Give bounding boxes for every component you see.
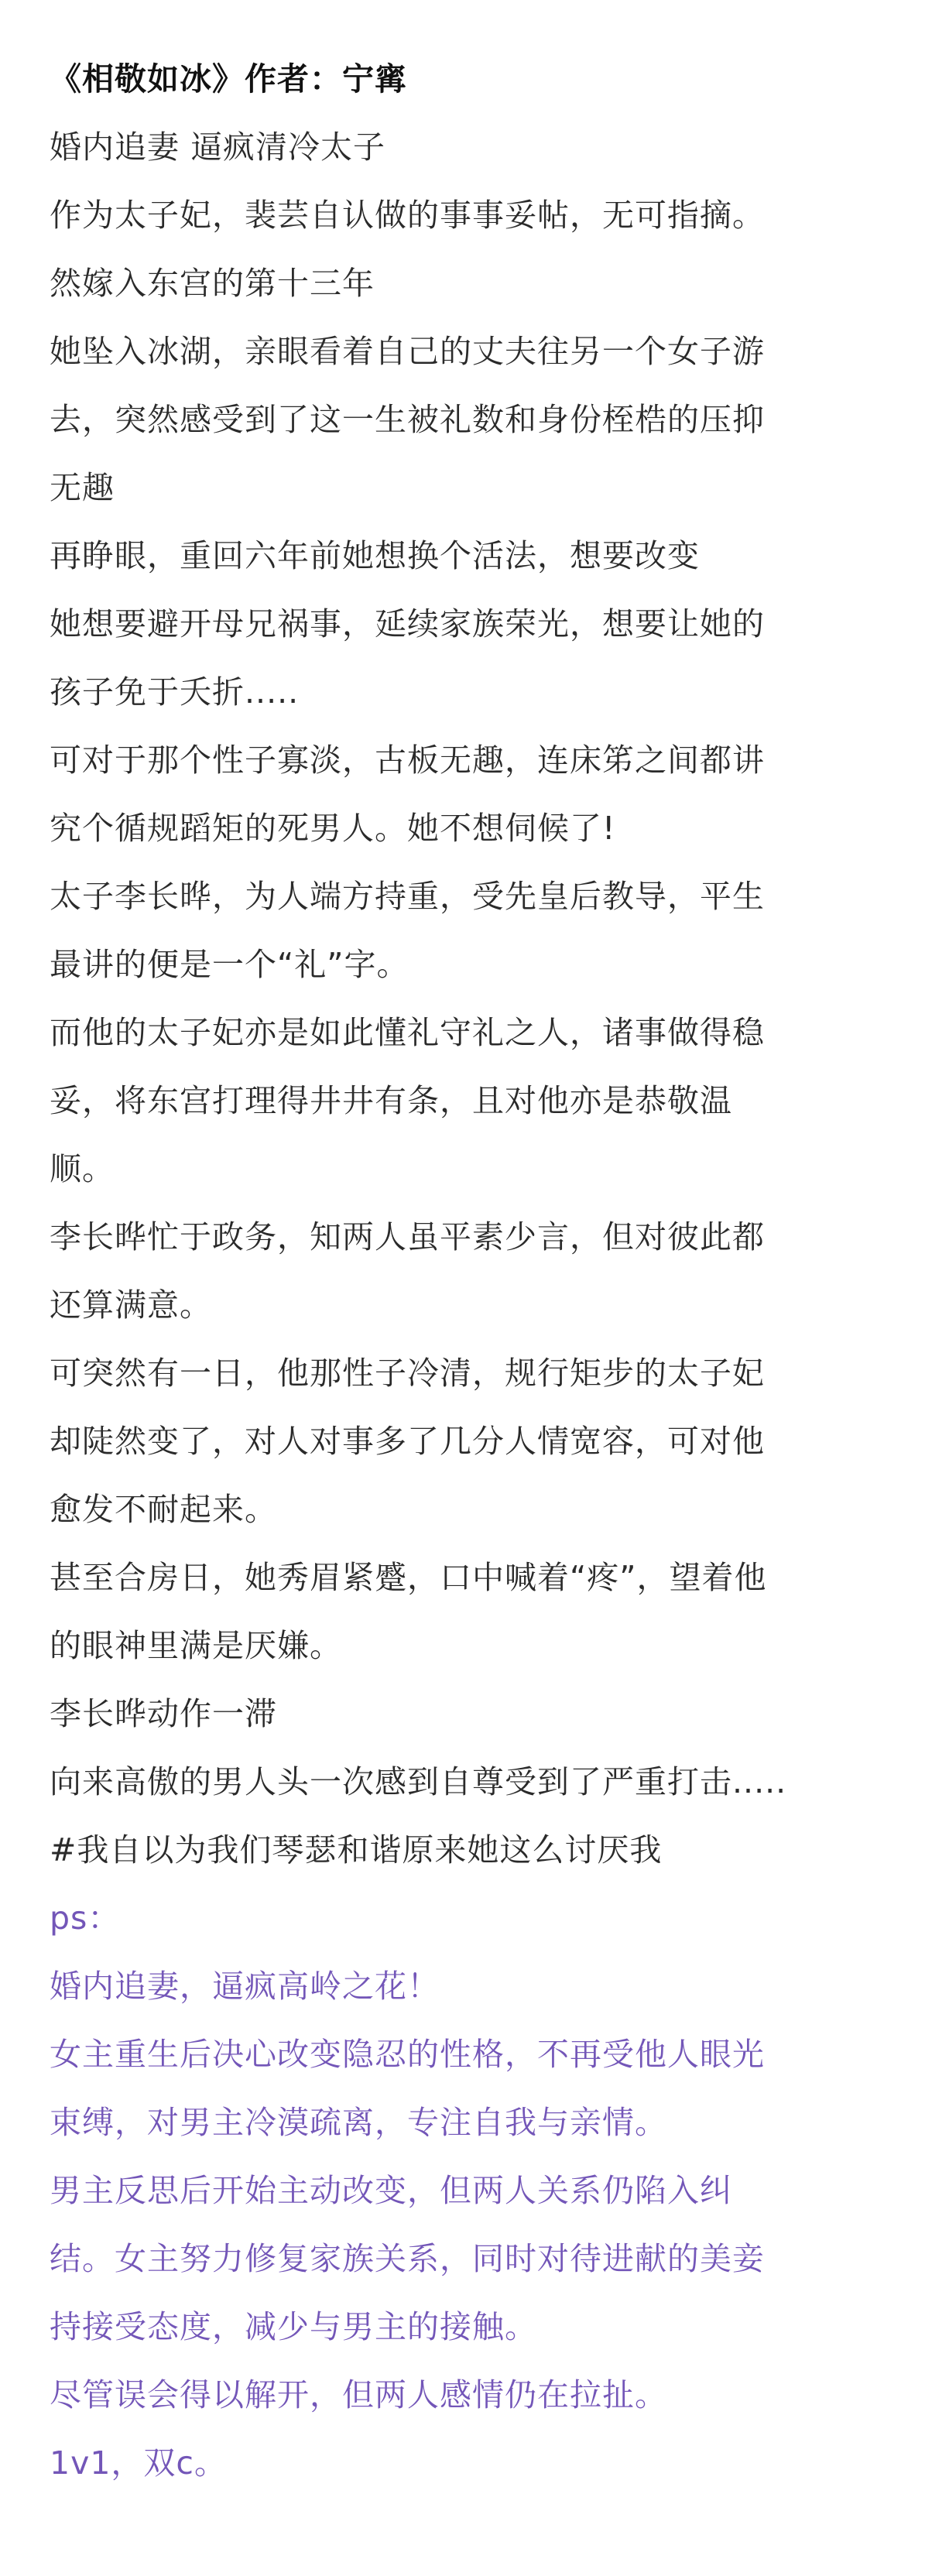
synopsis-line: 顺。 [50, 1150, 115, 1187]
ps-line: 束缚，对男主冷漠疏离，专注自我与亲情。 [50, 2104, 667, 2141]
ps-line: 持接受态度，减少与男主的接触。 [50, 2308, 537, 2345]
synopsis-line: 甚至合房日，她秀眉紧蹙，口中喊着“疼”，望着他 [50, 1559, 767, 1596]
ps-section [50, 1884, 886, 2497]
synopsis-line: 她坠入冰湖，亲眼看着自己的丈夫往另一个女子游 [50, 333, 765, 370]
synopsis-line: 可对于那个性子寡淡，古板无趣，连床笫之间都讲 [50, 742, 765, 779]
synopsis-line: 愈发不耐起来。 [50, 1491, 277, 1528]
synopsis-line: 还算满意。 [50, 1286, 212, 1324]
synopsis-line: 去，突然感受到了这一生被礼数和身份桎梏的压抑 [50, 401, 765, 438]
synopsis-line: 可突然有一日，他那性子冷清，规行矩步的太子妃 [50, 1355, 765, 1392]
synopsis-line: 无趣 [50, 469, 115, 506]
synopsis-line: 究个循规蹈矩的死男人。她不想伺候了! [50, 810, 616, 847]
synopsis-line: 太子李长晔，为人端方持重，受先皇后教导，平生 [50, 878, 765, 915]
ps-line: 尽管误会得以解开，但两人感情仍在拉扯。 [50, 2376, 667, 2413]
synopsis-line: 最讲的便是一个“礼”字。 [50, 946, 409, 983]
synopsis-line: 孩子免于夭折..... [50, 673, 300, 711]
synopsis-line: 却陡然变了，对人对事多了几分人情宽容，可对他 [50, 1423, 765, 1460]
synopsis [50, 113, 886, 1884]
hashtag-line: #我自以为我们琴瑟和谐原来她这么讨厌我 [50, 1831, 663, 1869]
ps-label: ps： [50, 1899, 121, 1937]
synopsis-line: 向来高傲的男人头一次感到自尊受到了严重打击..... [50, 1763, 787, 1800]
synopsis-line: 的眼神里满是厌嫌。 [50, 1627, 342, 1664]
synopsis-line: 然嫁入东宫的第十三年 [50, 265, 375, 302]
ps-line: 结。女主努力修复家族关系，同时对待进献的美妾 [50, 2240, 765, 2277]
ps-line: 男主反思后开始主动改变，但两人关系仍陷入纠 [50, 2172, 732, 2209]
post-content [50, 45, 886, 2497]
ps-line: 婚内追妻，逼疯高岭之花！ [50, 1968, 440, 2005]
book-title: 《相敬如冰》作者：宁寗 [50, 60, 407, 98]
synopsis-line: 作为太子妃，裴芸自认做的事事妥帖，无可指摘。 [50, 197, 765, 234]
synopsis-line: 妥，将东宫打理得井井有条，且对他亦是恭敬温 [50, 1082, 732, 1119]
synopsis-line: 她想要避开母兄祸事，延续家族荣光，想要让她的 [50, 605, 765, 642]
ps-line: 女主重生后决心改变隐忍的性格，不再受他人眼光 [50, 2036, 765, 2073]
ps-line: 1v1，双c。 [50, 2444, 227, 2482]
synopsis-line: 婚内追妻 逼疯清冷太子 [50, 128, 386, 166]
synopsis-line: 李长晔动作一滞 [50, 1695, 277, 1732]
synopsis-line: 而他的太子妃亦是如此懂礼守礼之人，诸事做得稳 [50, 1014, 765, 1051]
synopsis-line: 李长晔忙于政务，知两人虽平素少言，但对彼此都 [50, 1218, 765, 1255]
synopsis-line: 再睁眼，重回六年前她想换个活法，想要改变 [50, 537, 700, 574]
